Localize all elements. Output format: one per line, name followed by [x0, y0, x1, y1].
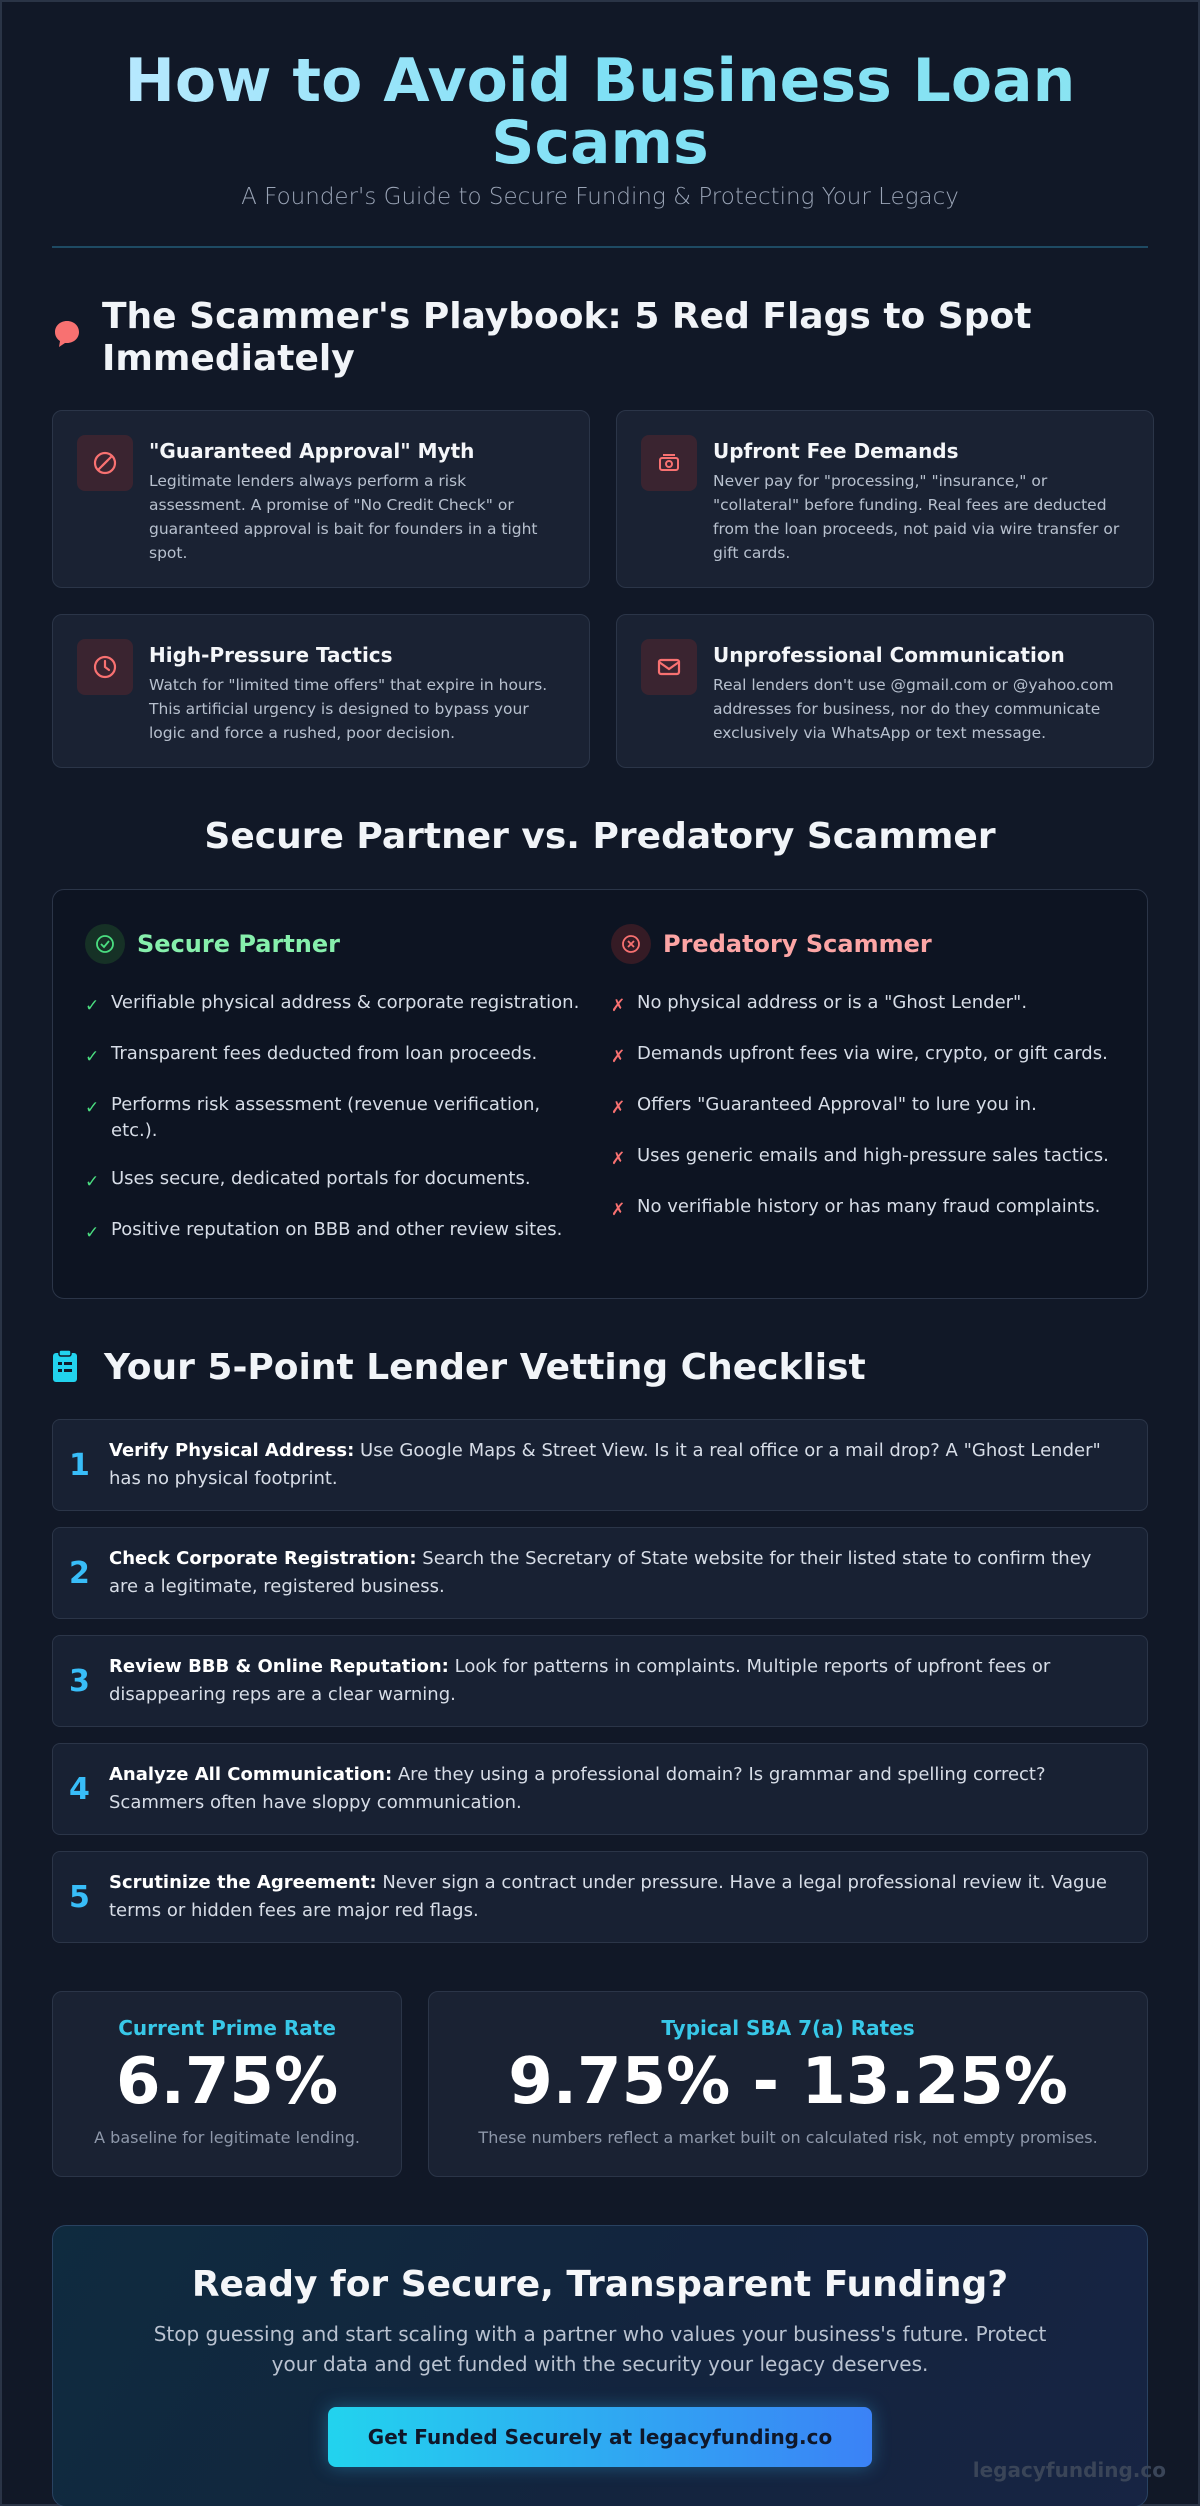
stat-note: A baseline for legitimate lending. [94, 2128, 360, 2147]
predatory-scammer-heading [611, 924, 1115, 964]
step-text [109, 1653, 1123, 1709]
step-number: 3 [69, 1663, 90, 1699]
step-description: Are they using a professional domain? Is grammar and spelling correct? Scammers often have sloppy communication. [109, 1764, 1046, 1813]
stat-value: 9.75% - 13.25% [508, 2045, 1068, 2119]
red-flag-title: Upfront Fee Demands [713, 439, 959, 463]
watermark: legacyfunding.co [972, 2458, 1166, 2482]
x-mark-icon: ✗ [611, 1047, 626, 1067]
predatory-scammer-column [589, 924, 1115, 1268]
comparison-card [52, 889, 1148, 1299]
playbook-heading [52, 296, 1148, 380]
envelope-icon [641, 639, 697, 695]
red-flag-title: Unprofessional Communication [713, 643, 1065, 667]
clock-icon [77, 639, 133, 695]
red-flag-text: Watch for "limited time offers" that expire in hours. This artificial urgency is designed to bypass your logic and force a rushed, poor decision. [149, 676, 548, 742]
red-flag-text: Never pay for "processing," "insurance," or "collateral" before funding. Real fees are deducted from the loan proceeds, not paid via wire transfer or gift cards. [713, 472, 1120, 562]
list-item-text: Positive reputation on BBB and other review sites. [111, 1219, 563, 1240]
checklist-title: Your 5-Point Lender Vetting Checklist [104, 1347, 866, 1388]
check-mark-icon: ✓ [85, 1223, 100, 1243]
step-number: 5 [69, 1879, 90, 1915]
x-mark-icon: ✗ [611, 1149, 626, 1169]
red-flag-card [52, 410, 590, 588]
sba-rate-card [428, 1991, 1148, 2177]
list-item [85, 990, 589, 1019]
prime-rate-card [52, 1991, 402, 2177]
step-description: Never sign a contract under pressure. Have a legal professional review it. Vague terms or hidden fees are major red flags. [109, 1872, 1107, 1921]
list-item-text: Offers "Guaranteed Approval" to lure you in. [637, 1094, 1037, 1115]
red-flag-title: High-Pressure Tactics [149, 643, 393, 667]
check-mark-icon: ✓ [85, 996, 100, 1016]
check-mark-icon: ✓ [85, 1098, 100, 1118]
list-item [611, 1092, 1115, 1121]
checklist-item [52, 1851, 1148, 1943]
get-funded-button[interactable]: Get Funded Securely at legacyfunding.co [328, 2407, 872, 2467]
secure-partner-heading [85, 924, 589, 964]
list-item [611, 1143, 1115, 1172]
step-text [109, 1761, 1123, 1817]
x-mark-icon: ✗ [611, 996, 626, 1016]
list-item [85, 1092, 589, 1144]
x-mark-icon: ✗ [611, 1200, 626, 1220]
checklist-item [52, 1527, 1148, 1619]
step-label: Analyze All Communication: [109, 1764, 393, 1785]
list-item-text: Uses secure, dedicated portals for documents. [111, 1168, 531, 1189]
stat-note: These numbers reflect a market built on calculated risk, not empty promises. [478, 2128, 1098, 2147]
red-flag-text: Real lenders don't use @gmail.com or @yahoo.com addresses for business, nor do they communicate exclusively via WhatsApp or text message. [713, 676, 1114, 742]
predatory-scammer-label: Predatory Scammer [663, 930, 932, 958]
list-item-text: No verifiable history or has many fraud complaints. [637, 1196, 1101, 1217]
list-item-text: Transparent fees deducted from loan proceeds. [111, 1043, 538, 1064]
step-text [109, 1545, 1123, 1601]
step-text [109, 1869, 1123, 1925]
red-flag-title: "Guaranteed Approval" Myth [149, 439, 475, 463]
list-item [611, 990, 1115, 1019]
checklist-item [52, 1635, 1148, 1727]
list-item-text: No physical address or is a "Ghost Lender". [637, 992, 1028, 1013]
stat-label: Typical SBA 7(a) Rates [661, 2016, 915, 2040]
step-text [109, 1437, 1123, 1493]
playbook-title: The Scammer's Playbook: 5 Red Flags to Spot Immediately [102, 296, 1032, 379]
checklist-heading [52, 1347, 1148, 1389]
step-number: 4 [69, 1771, 90, 1807]
clipboard-icon [52, 1349, 78, 1387]
checklist [52, 1419, 1148, 1943]
header-divider [52, 246, 1148, 248]
checklist-item [52, 1419, 1148, 1511]
hero-header [52, 2, 1148, 248]
step-number: 2 [69, 1555, 90, 1591]
step-number: 1 [69, 1447, 90, 1483]
secure-partner-column [85, 924, 589, 1268]
red-flag-card [52, 614, 590, 768]
red-flag-text: Legitimate lenders always perform a risk assessment. A promise of "No Credit Check" or guaranteed approval is bait for founders in a tight spot. [149, 472, 538, 562]
check-circle-icon [85, 924, 125, 964]
cash-icon [641, 435, 697, 491]
list-item-text: Uses generic emails and high-pressure sales tactics. [637, 1145, 1109, 1166]
page-subtitle: A Founder's Guide to Secure Funding & Protecting Your Legacy [241, 184, 959, 210]
page-title: How to Avoid Business Loan Scams [52, 50, 1148, 174]
stat-value: 6.75% [116, 2045, 339, 2119]
step-label: Verify Physical Address: [109, 1440, 355, 1461]
list-item [611, 1041, 1115, 1070]
compare-title: Secure Partner vs. Predatory Scammer [204, 816, 996, 857]
step-label: Review BBB & Online Reputation: [109, 1656, 449, 1677]
x-mark-icon: ✗ [611, 1098, 626, 1118]
red-flag-grid [52, 410, 1148, 768]
alert-bubble-icon [52, 318, 82, 352]
check-mark-icon: ✓ [85, 1047, 100, 1067]
list-item [611, 1194, 1115, 1223]
list-item-text: Verifiable physical address & corporate registration. [111, 992, 580, 1013]
step-label: Check Corporate Registration: [109, 1548, 417, 1569]
secure-partner-list [85, 990, 589, 1246]
cta-title: Ready for Secure, Transparent Funding? [191, 2264, 1009, 2305]
stat-label: Current Prime Rate [118, 2016, 336, 2040]
list-item [85, 1217, 589, 1246]
red-flag-card [616, 614, 1154, 768]
cta-text: Stop guessing and start scaling with a partner who values your business's future. Protect your data and get funded with the security your legacy deserves. [153, 2322, 1047, 2376]
list-item-text: Demands upfront fees via wire, crypto, or gift cards. [637, 1043, 1108, 1064]
check-mark-icon: ✓ [85, 1172, 100, 1192]
step-label: Scrutinize the Agreement: [109, 1872, 377, 1893]
list-item-text: Performs risk assessment (revenue verification, etc.). [111, 1094, 541, 1141]
rate-stats [52, 1991, 1148, 2177]
step-description: Look for patterns in complaints. Multiple reports of upfront fees or disappearing reps are a clear warning. [109, 1656, 1051, 1705]
predatory-scammer-list [611, 990, 1115, 1223]
checklist-item [52, 1743, 1148, 1835]
step-description: Search the Secretary of State website for their listed state to confirm they are a legitimate, registered business. [109, 1548, 1092, 1597]
list-item [85, 1166, 589, 1195]
list-item [85, 1041, 589, 1070]
x-circle-icon [611, 924, 651, 964]
step-description: Use Google Maps & Street View. Is it a real office or a mail drop? A "Ghost Lender" has no physical footprint. [109, 1440, 1101, 1489]
red-flag-card [616, 410, 1154, 588]
prohibited-icon [77, 435, 133, 491]
secure-partner-label: Secure Partner [137, 930, 340, 958]
